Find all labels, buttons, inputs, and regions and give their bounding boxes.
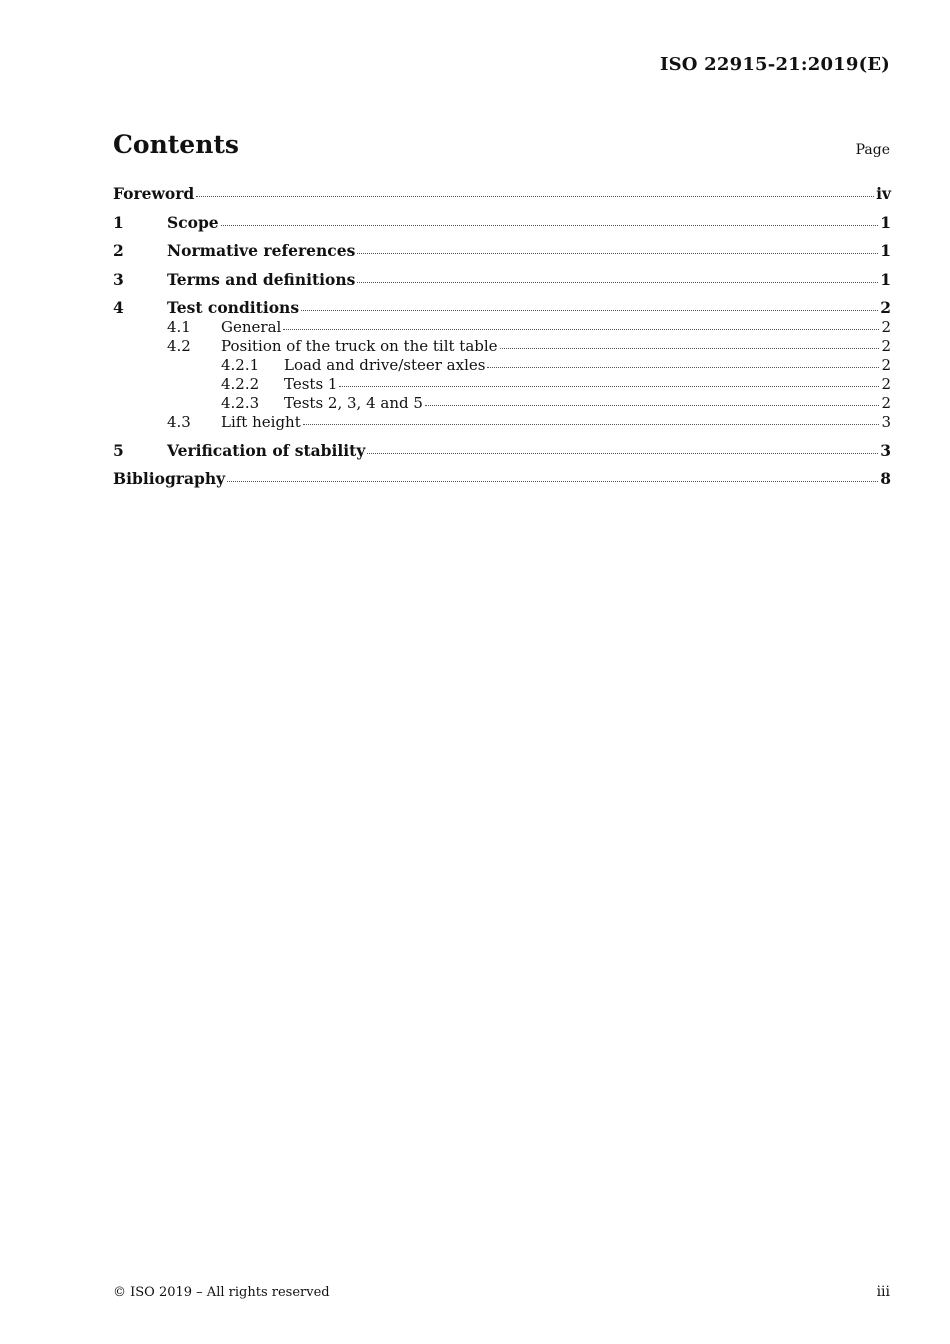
- toc-entry-page: 3: [881, 413, 891, 431]
- toc-entry-number: 4.2: [167, 337, 191, 355]
- toc-entry[interactable]: [113, 213, 891, 233]
- toc-dot-leader: [425, 404, 880, 406]
- toc-entry-page: 8: [880, 469, 891, 488]
- toc-dot-leader: [301, 309, 878, 311]
- toc-dot-leader: [196, 195, 874, 197]
- toc-dot-leader: [339, 385, 879, 387]
- toc-entry[interactable]: [113, 356, 891, 375]
- toc-entry-number: 2: [113, 241, 124, 260]
- toc-entry-title: Foreword: [113, 184, 195, 203]
- toc-entry-page: 1: [880, 241, 891, 260]
- toc-entry[interactable]: [113, 298, 891, 318]
- toc-entry-page: 2: [880, 298, 891, 317]
- toc-entry-page: 2: [881, 394, 891, 412]
- toc-entry-page: 2: [881, 356, 891, 374]
- toc-entry[interactable]: [113, 318, 891, 337]
- toc-entry-number: 4.2.3: [221, 394, 260, 412]
- toc-entry[interactable]: [113, 184, 891, 204]
- toc-entry-title: Tests 1: [284, 375, 338, 393]
- toc-entry-number: 1: [113, 212, 124, 232]
- toc-entry[interactable]: [113, 337, 891, 356]
- toc-entry-title: Scope: [167, 212, 219, 232]
- toc-entry-number: 4.2.2: [221, 375, 260, 393]
- toc-entry-page: 1: [880, 212, 891, 232]
- toc-dot-leader: [500, 347, 880, 349]
- toc-entry[interactable]: [113, 413, 891, 432]
- toc-entry-number: 4.1: [167, 318, 191, 336]
- toc-entry[interactable]: [113, 394, 891, 413]
- toc-entry-page: iv: [876, 184, 891, 203]
- toc-entry-number: 5: [113, 440, 124, 460]
- toc-entry-page: 2: [881, 375, 891, 393]
- toc-dot-leader: [227, 480, 878, 482]
- toc-dot-leader: [303, 423, 880, 425]
- toc-entry-number: 3: [113, 269, 124, 289]
- toc-entry-title: Load and drive/steer axles: [284, 356, 486, 374]
- toc-entry-title: Lift height: [221, 413, 301, 431]
- toc-entry-title: Test conditions: [167, 298, 300, 317]
- toc-entry-title: Tests 2, 3, 4 and 5: [284, 394, 423, 412]
- toc-entry-title: General: [221, 318, 282, 336]
- toc-entry[interactable]: [113, 469, 891, 489]
- toc-entry-title: Terms and definitions: [167, 269, 356, 289]
- table-of-contents: [113, 184, 891, 489]
- toc-entry-title: Position of the truck on the tilt table: [221, 337, 498, 355]
- toc-entry[interactable]: [113, 441, 891, 461]
- document-identifier: ISO 22915-21:2019(E): [659, 54, 890, 75]
- contents-heading: Contents: [113, 130, 240, 159]
- toc-entry-title: Verification of stability: [167, 440, 366, 460]
- toc-dot-leader: [221, 224, 879, 226]
- toc-dot-leader: [367, 452, 878, 454]
- toc-entry-page: 1: [880, 269, 891, 289]
- toc-entry[interactable]: [113, 375, 891, 394]
- toc-dot-leader: [283, 328, 879, 330]
- toc-dot-leader: [357, 281, 878, 283]
- page-column-label: Page: [855, 142, 890, 158]
- toc-entry-number: 4.2.1: [221, 356, 260, 374]
- footer-page-number: iii: [876, 1284, 890, 1300]
- toc-dot-leader: [487, 366, 879, 368]
- toc-entry[interactable]: [113, 241, 891, 261]
- toc-entry-number: 4: [113, 298, 124, 317]
- toc-entry-page: 3: [880, 440, 891, 460]
- toc-entry-page: 2: [881, 337, 891, 355]
- toc-dot-leader: [357, 252, 878, 254]
- toc-entry-title: Bibliography: [113, 469, 226, 488]
- toc-entry-title: Normative references: [167, 241, 356, 260]
- toc-entry-page: 2: [881, 318, 891, 336]
- footer-copyright: © ISO 2019 – All rights reserved: [113, 1285, 330, 1300]
- toc-entry-number: 4.3: [167, 413, 191, 431]
- toc-entry[interactable]: [113, 270, 891, 290]
